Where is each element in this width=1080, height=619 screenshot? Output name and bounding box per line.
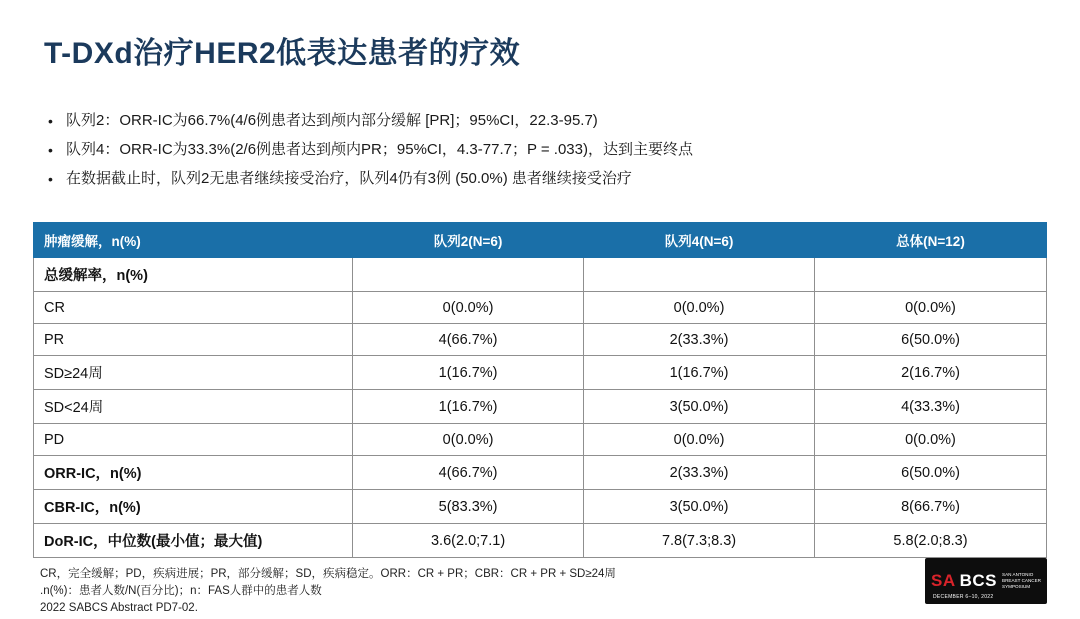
bullet-text: 队列4：ORR-IC为33.3%(2/6例患者达到颅内PR；95%CI，4.3-77.7；P = .033)，达到主要终点 [66,141,693,158]
list-item [44,166,1044,192]
cell-cohort4: 2(33.3%) [584,456,815,490]
row-label: SD≥24周 [34,356,353,390]
cell-cohort4: 2(33.3%) [584,324,815,356]
cell-total [815,258,1047,292]
column-header: 队列4(N=6) [584,223,815,258]
table-row [34,258,1047,292]
cell-cohort2: 4(66.7%) [353,324,584,356]
cell-total: 2(16.7%) [815,356,1047,390]
row-label: ORR-IC，n(%) [34,456,353,490]
cell-total: 5.8(2.0;8.3) [815,524,1047,558]
cell-cohort4: 3(50.0%) [584,490,815,524]
cell-cohort2: 3.6(2.0;7.1) [353,524,584,558]
logo-date: DECEMBER 6–10, 2022 [933,594,994,600]
footnote-line-1: CR，完全缓解；PD，疾病进展；PR，部分缓解；SD，疾病稳定。ORR：CR + PR；CBR：CR + PR + SD≥24周 [40,568,616,580]
row-label: PD [34,424,353,456]
cell-total: 0(0.0%) [815,424,1047,456]
cell-total: 0(0.0%) [815,292,1047,324]
cell-cohort2 [353,258,584,292]
table-row [34,456,1047,490]
column-header: 队列2(N=6) [353,223,584,258]
column-header: 总体(N=12) [815,223,1047,258]
row-label: CBR-IC，n(%) [34,490,353,524]
logo-subtitle: SAN ANTONIO BREAST CANCER SYMPOSIUM [1002,572,1042,589]
cell-total: 6(50.0%) [815,324,1047,356]
cell-cohort4 [584,258,815,292]
logo-text-bcs: BCS [959,571,998,590]
bullet-text: 队列2：ORR-IC为66.7%(4/6例患者达到颅内部分缓解 [PR]；95%CI，22.3-95.7) [66,112,598,129]
footnotes [40,566,616,617]
list-item [44,108,1044,134]
row-label: PR [34,324,353,356]
footnote-line-2: .n(%)：患者人数/N(百分比)；n：FAS人群中的患者人数 [40,585,322,597]
table-row [34,524,1047,558]
results-table-wrapper [33,222,1047,558]
cell-cohort2: 0(0.0%) [353,292,584,324]
cell-total: 6(50.0%) [815,456,1047,490]
column-header: 肿瘤缓解，n(%) [34,223,353,258]
row-label: 总缓解率，n(%) [34,258,353,292]
cell-cohort4: 7.8(7.3;8.3) [584,524,815,558]
bullet-list [44,108,1044,195]
table-row [34,292,1047,324]
table-header-row [34,223,1047,258]
row-label: DoR-IC，中位数(最小值；最大值) [34,524,353,558]
cell-cohort2: 1(16.7%) [353,356,584,390]
bullet-text: 在数据截止时，队列2无患者继续接受治疗，队列4仍有3例 (50.0%) 患者继续接受治疗 [66,170,632,187]
list-item [44,137,1044,163]
bullet-marker-icon: • [48,142,53,158]
row-label: CR [34,292,353,324]
cell-cohort4: 3(50.0%) [584,390,815,424]
cell-cohort2: 1(16.7%) [353,390,584,424]
sabcs-logo [925,558,1047,604]
cell-cohort4: 1(16.7%) [584,356,815,390]
table-row [34,424,1047,456]
logo-text-sa: SA [931,571,956,590]
cell-cohort4: 0(0.0%) [584,424,815,456]
cell-cohort2: 4(66.7%) [353,456,584,490]
cell-total: 8(66.7%) [815,490,1047,524]
cell-total: 4(33.3%) [815,390,1047,424]
table-row [34,356,1047,390]
cell-cohort2: 5(83.3%) [353,490,584,524]
bullet-marker-icon: • [48,171,53,187]
table-row [34,324,1047,356]
results-table [33,222,1047,558]
footnote-line-3: 2022 SABCS Abstract PD7-02. [40,602,198,614]
cell-cohort2: 0(0.0%) [353,424,584,456]
row-label: SD<24周 [34,390,353,424]
cell-cohort4: 0(0.0%) [584,292,815,324]
page-title: T-DXd治疗HER2低表达患者的疗效 [44,37,521,70]
bullet-marker-icon: • [48,113,53,129]
table-row [34,390,1047,424]
table-row [34,490,1047,524]
